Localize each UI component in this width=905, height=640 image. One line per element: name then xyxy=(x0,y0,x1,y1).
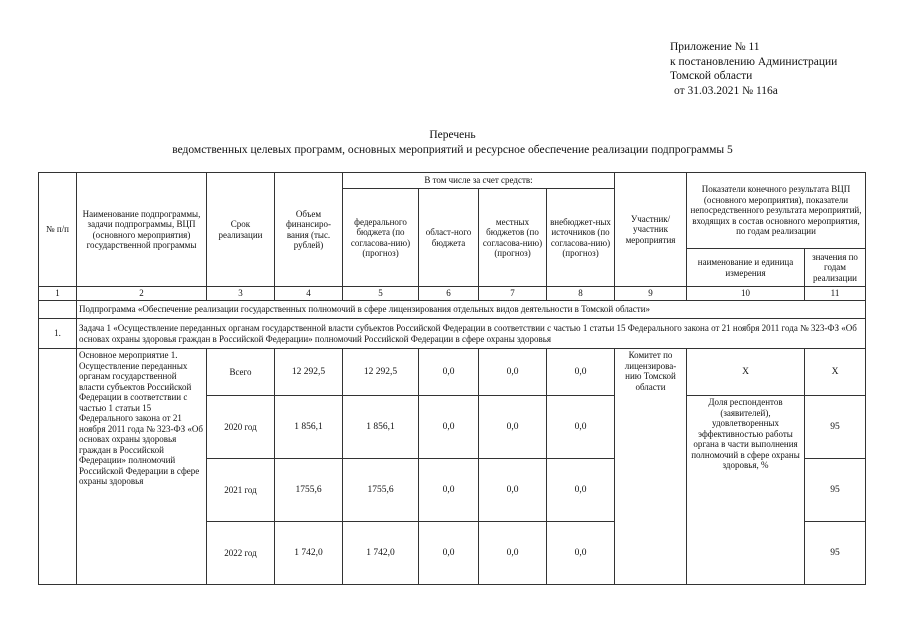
header-extra: внебюджет-ных источников (по согласова-нию) (прогноз) xyxy=(547,189,615,287)
col-number: 4 xyxy=(275,287,343,301)
header-including: В том числе за счет средств: xyxy=(343,173,615,189)
row-local: 0,0 xyxy=(479,522,547,585)
col-number: 6 xyxy=(419,287,479,301)
row-regional: 0,0 xyxy=(419,396,479,459)
col-number: 2 xyxy=(77,287,207,301)
header-volume: Объем финансиро-вания (тыс. рублей) xyxy=(275,173,343,287)
row-federal: 1755,6 xyxy=(343,459,419,522)
row-extra: 0,0 xyxy=(547,349,615,396)
measure-num-cell xyxy=(39,349,77,585)
row-federal: 1 742,0 xyxy=(343,522,419,585)
col-number: 10 xyxy=(687,287,805,301)
row-volume: 12 292,5 xyxy=(275,349,343,396)
appendix-line: к постановлению Администрации xyxy=(670,55,838,68)
header-name: Наименование подпрограммы, задачи подпрограммы, ВЦП (основного мероприятия) государственной программы xyxy=(77,173,207,287)
empty-cell xyxy=(39,301,77,319)
row-extra: 0,0 xyxy=(547,396,615,459)
appendix-line: Томской области xyxy=(670,70,753,82)
row-term: Всего xyxy=(207,349,275,396)
row-federal: 12 292,5 xyxy=(343,349,419,396)
row-term: 2021 год xyxy=(207,459,275,522)
appendix-block xyxy=(670,40,837,98)
row-local: 0,0 xyxy=(479,349,547,396)
program-table xyxy=(38,172,866,585)
row-volume: 1 856,1 xyxy=(275,396,343,459)
row-extra: 0,0 xyxy=(547,459,615,522)
row-local: 0,0 xyxy=(479,459,547,522)
header-federal: федерального бюджета (по согласова-нию) (прогноз) xyxy=(343,189,419,287)
row-term: 2022 год xyxy=(207,522,275,585)
row-volume: 1755,6 xyxy=(275,459,343,522)
row-value: 95 xyxy=(805,459,866,522)
measure-participant: Комитет по лицензирова-нию Томской области xyxy=(615,349,687,585)
subprogram-row: Подпрограмма «Обеспечение реализации государственных полномочий в сфере лицензирования отдельных видов деятельности в Томской области» xyxy=(77,301,866,319)
col-number: 8 xyxy=(547,287,615,301)
measure-indicator: Доля респондентов (заявителей), удовлетворенных эффективностью работы органа в части выполнения полномочий в сфере охраны здоровья, % xyxy=(687,396,805,585)
task-row: Задача 1 «Осуществление переданных органам государственной власти субъектов Российской Федерации в соответствии с частью 1 статьи 15 Федерального закона от 21 ноября 2011 года № 323-ФЗ «Об основах охраны здоровья граждан в Российской Федерации» полномочий Российской Федерации в сфере охраны здоровья xyxy=(77,319,866,349)
col-number: 1 xyxy=(39,287,77,301)
header-term: Срок реализации xyxy=(207,173,275,287)
row-value: 95 xyxy=(805,396,866,459)
row-volume: 1 742,0 xyxy=(275,522,343,585)
row-federal: 1 856,1 xyxy=(343,396,419,459)
row-extra: 0,0 xyxy=(547,522,615,585)
row-term: 2020 год xyxy=(207,396,275,459)
header-indicators: Показатели конечного результата ВЦП (основного мероприятия), показатели непосредственного результата мероприятий, входящих в состав основного мероприятия, по годам реализации xyxy=(687,173,866,249)
row-regional: 0,0 xyxy=(419,522,479,585)
appendix-line: от 31.03.2021 № 116а xyxy=(674,84,778,97)
col-number: 11 xyxy=(805,287,866,301)
header-participant: Участник/ участник мероприятия xyxy=(615,173,687,287)
header-local: местных бюджетов (по согласова-нию) (прогноз) xyxy=(479,189,547,287)
col-number: 5 xyxy=(343,287,419,301)
row-value: 95 xyxy=(805,522,866,585)
row-value: Х xyxy=(805,349,866,396)
col-number: 9 xyxy=(615,287,687,301)
row-local: 0,0 xyxy=(479,396,547,459)
header-unit-name: наименование и единица измерения xyxy=(687,249,805,287)
col-number: 7 xyxy=(479,287,547,301)
row-regional: 0,0 xyxy=(419,459,479,522)
measure-name: Основное мероприятие 1. Осуществление переданных органам государственной власти субъектов Российской Федерации в соответствии с частью 1 статьи 15 Федерального закона от 21 ноября 2011 года № 323-ФЗ «Об основах охраны здоровья граждан в Российской Федерации» полномочий Российской Федерации в сфере охраны здоровья xyxy=(77,349,207,585)
header-regional: област-ного бюджета xyxy=(419,189,479,287)
row-unit: Х xyxy=(687,349,805,396)
header-num: № п/п xyxy=(39,173,77,287)
col-number: 3 xyxy=(207,287,275,301)
appendix-line: Приложение № 11 xyxy=(670,41,760,53)
task-num: 1. xyxy=(39,319,77,349)
row-regional: 0,0 xyxy=(419,349,479,396)
header-unit-value: значения по годам реализации xyxy=(805,249,866,287)
document-title: Перечень xyxy=(429,129,476,141)
document-subtitle: ведомственных целевых программ, основных мероприятий и ресурсное обеспечение реализации подпрограммы 5 xyxy=(172,144,733,156)
